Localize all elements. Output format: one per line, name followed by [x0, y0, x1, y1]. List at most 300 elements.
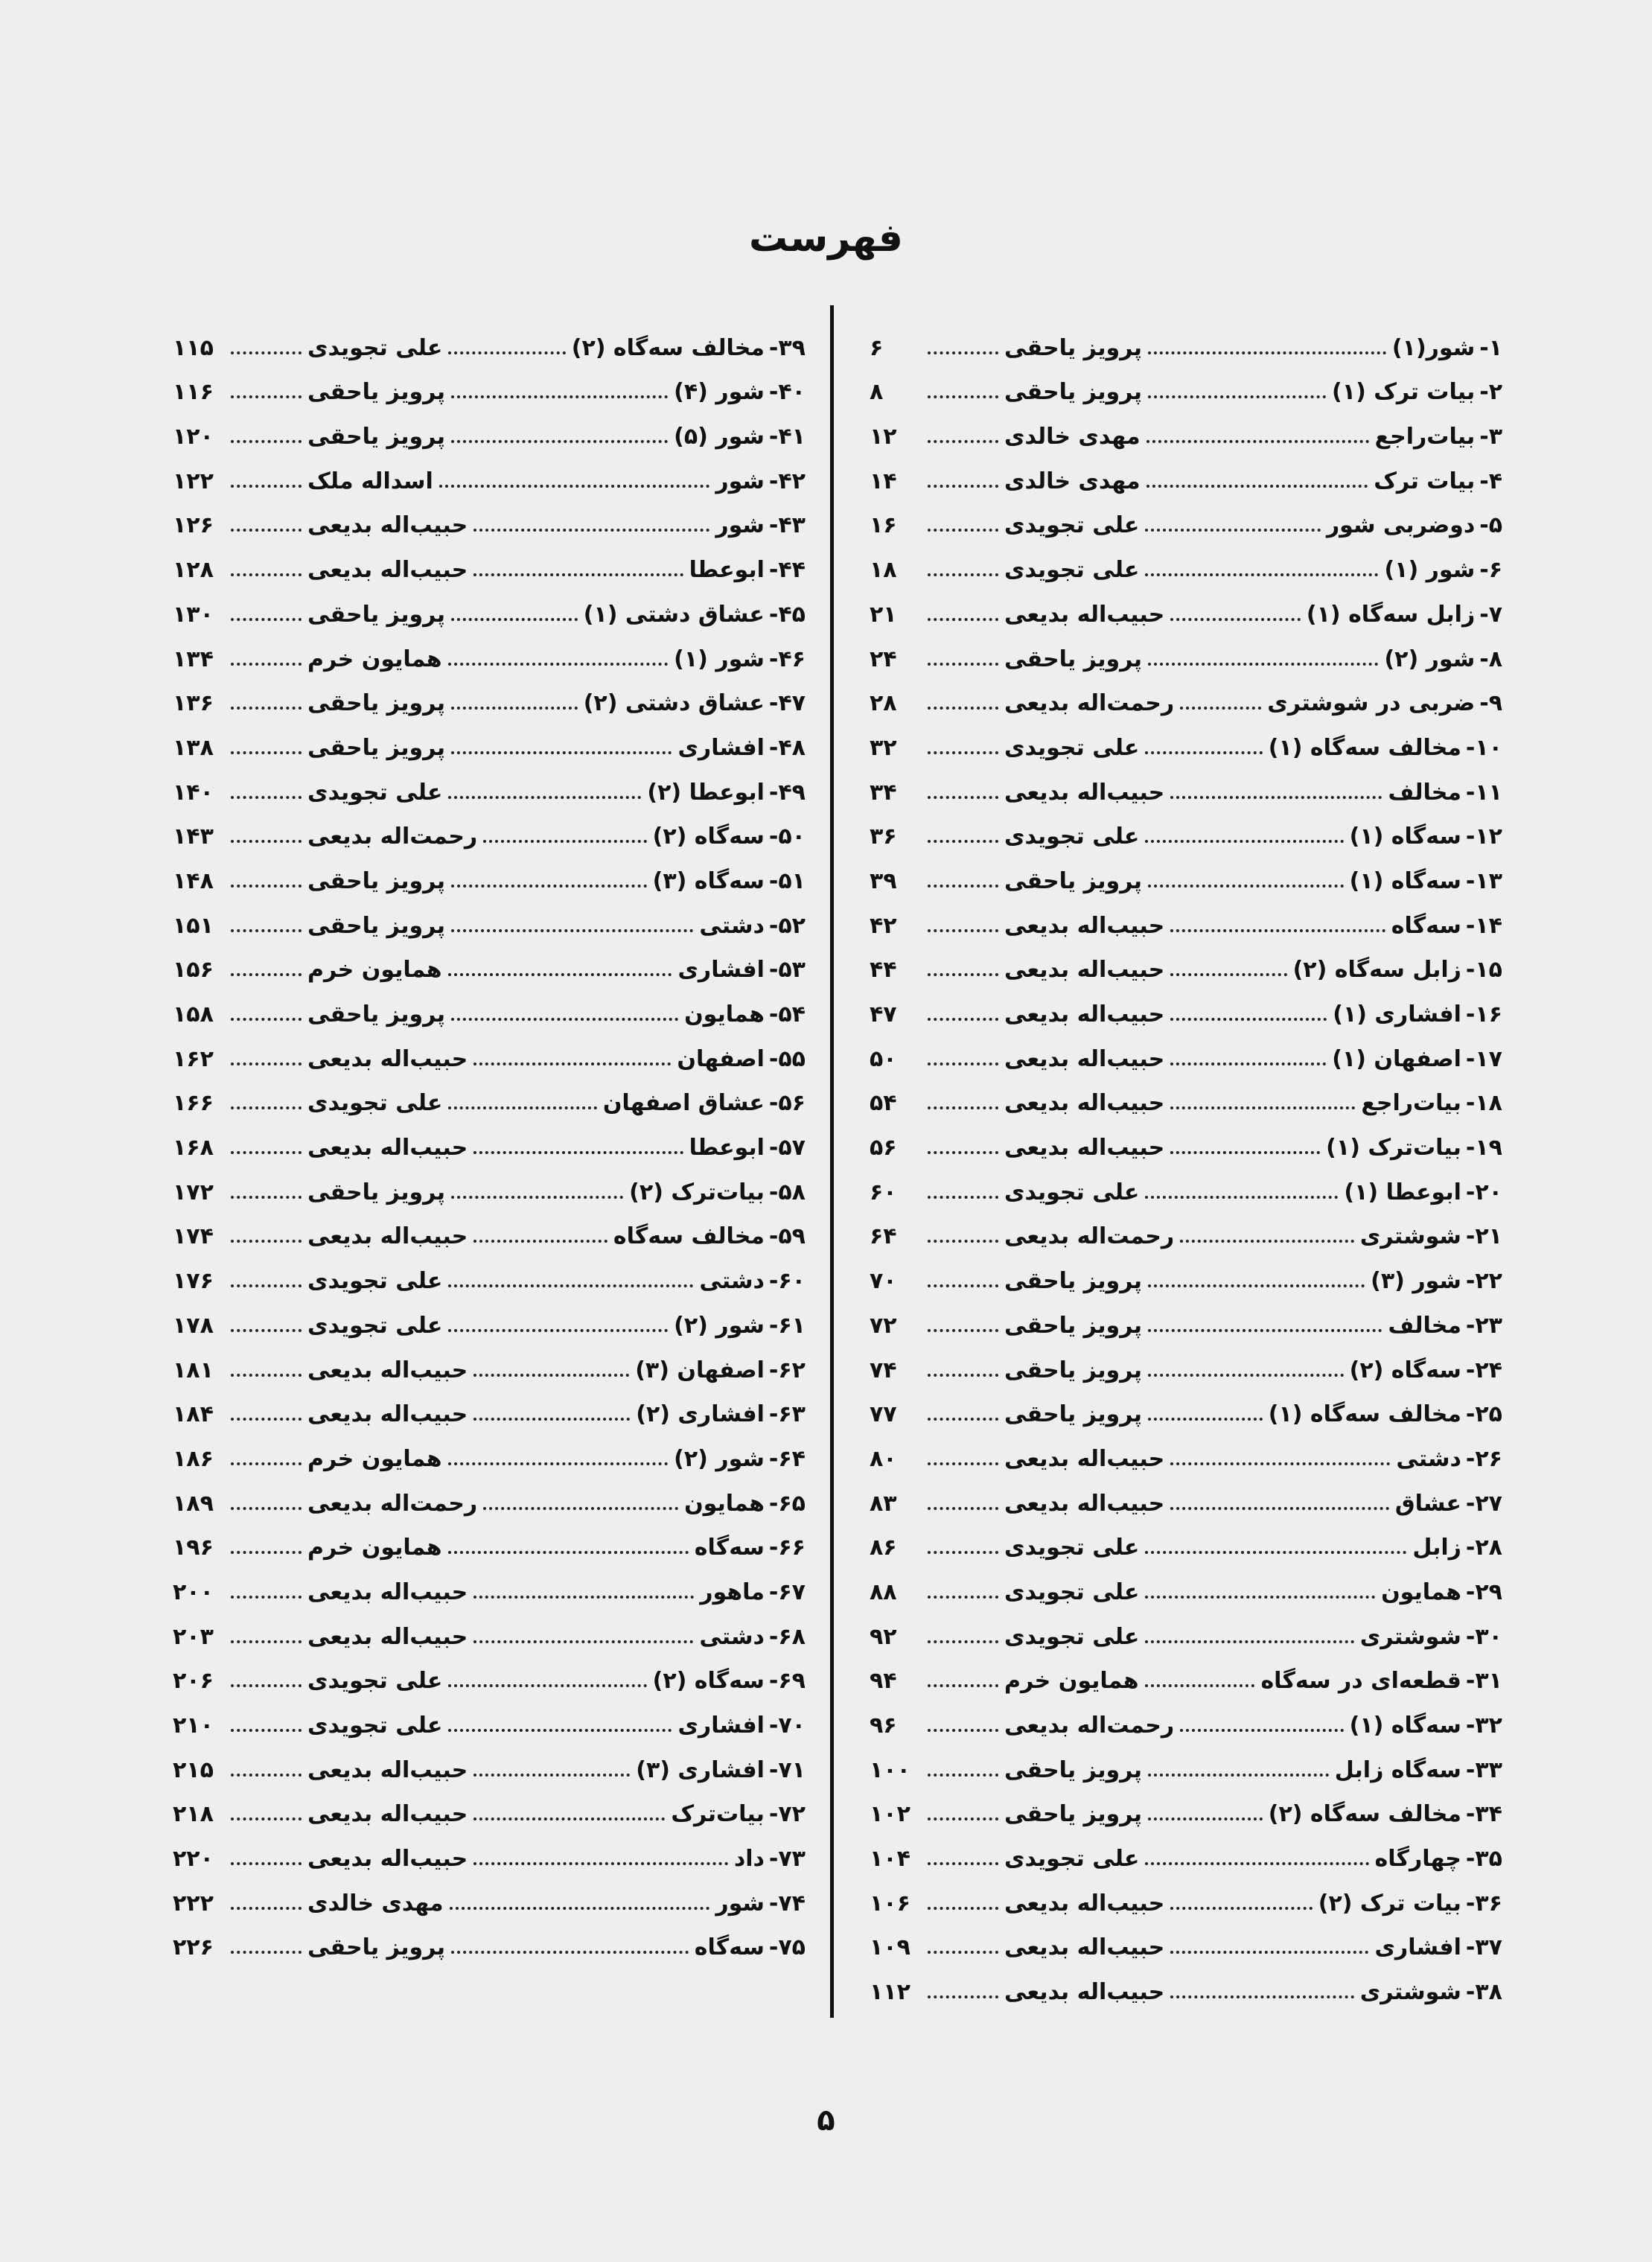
toc-entry — [870, 1472, 1502, 1517]
toc-entry-performer: پرویز یاحقی — [1004, 867, 1143, 894]
toc-entry-page: ۷۰ — [870, 1268, 897, 1295]
toc-entry-performer: رحمت‌اله بدیعی — [1004, 1223, 1175, 1250]
toc-entry-page: ۸۸ — [870, 1578, 897, 1605]
toc-entry — [870, 1694, 1502, 1739]
toc-entry — [173, 806, 806, 850]
toc-entry-number: ۳۰- — [1465, 1623, 1502, 1650]
toc-entry-performer: پرویز یاحقی — [307, 912, 446, 939]
toc-entry — [870, 939, 1502, 984]
toc-entry — [173, 1739, 806, 1783]
toc-leader-dots — [928, 1817, 998, 1820]
toc-entry-title: شور (۴) — [674, 379, 765, 406]
toc-entry-title: اصفهان — [677, 1045, 765, 1072]
toc-leader-dots — [451, 885, 647, 888]
toc-entry-page: ۱۶۲ — [173, 1045, 214, 1072]
toc-entry-performer: رحمت‌اله بدیعی — [1004, 1713, 1175, 1739]
toc-entry — [173, 1872, 806, 1917]
toc-entry-page: ۱۲۶ — [173, 512, 214, 539]
toc-entry-number: ۵۳- — [768, 957, 806, 984]
toc-entry-performer: حبیب‌اله بدیعی — [307, 1045, 468, 1072]
toc-leader-dots — [928, 1596, 998, 1599]
toc-leader-dots — [928, 1507, 998, 1510]
toc-entry — [870, 1294, 1502, 1339]
toc-entry-performer: مهدی خالدی — [1004, 468, 1141, 494]
toc-entry — [870, 361, 1502, 406]
toc-entry-page: ۱۱۵ — [173, 334, 214, 361]
toc-entry-title: بیات‌ترک (۲) — [629, 1179, 765, 1205]
toc-entry — [870, 1339, 1502, 1383]
toc-entry-performer: پرویز یاحقی — [307, 379, 446, 406]
toc-entry-performer: علی تجویدی — [1004, 1846, 1140, 1873]
toc-entry-title: شور (۳) — [1371, 1268, 1461, 1295]
toc-entry-title: زابل سه‌گاه (۱) — [1306, 601, 1476, 628]
toc-entry-number: ۶۳- — [768, 1401, 806, 1428]
toc-leader-dots — [473, 1774, 630, 1777]
toc-leader-dots — [231, 440, 302, 443]
toc-entry-number: ۴۶- — [768, 646, 806, 672]
toc-leader-dots — [231, 707, 302, 710]
toc-entry-title: عشاق اصفهان — [602, 1090, 765, 1117]
toc-entry-number: ۳۶- — [1465, 1890, 1502, 1917]
toc-entry-page: ۹۶ — [870, 1713, 897, 1739]
toc-entry-performer: حبیب‌اله بدیعی — [1004, 1890, 1165, 1917]
toc-entry-number: ۲۱- — [1465, 1223, 1502, 1250]
toc-entry-performer: حبیب‌اله بدیعی — [307, 1846, 468, 1873]
toc-leader-dots — [928, 1106, 998, 1109]
toc-entry-title: بیات ترک (۱) — [1332, 379, 1476, 406]
toc-leader-dots — [1145, 751, 1262, 754]
toc-entry-number: ۲۶- — [1465, 1445, 1502, 1472]
toc-leader-dots — [231, 1374, 302, 1377]
toc-entry-number: ۴۲- — [768, 468, 806, 494]
toc-entry-title: بیات‌راجع — [1361, 1090, 1461, 1117]
toc-entry-performer: مهدی خالدی — [307, 1890, 444, 1917]
toc-entry-title: مخالف — [1388, 1312, 1461, 1339]
toc-entry — [870, 1605, 1502, 1650]
toc-entry-number: ۲۳- — [1465, 1312, 1502, 1339]
toc-entry-page: ۱۸۶ — [173, 1445, 214, 1472]
toc-entry-performer: علی تجویدی — [307, 779, 443, 806]
toc-entry — [870, 316, 1502, 361]
toc-entry-performer: پرویز یاحقی — [307, 601, 446, 628]
toc-entry-page: ۶ — [870, 334, 884, 361]
toc-entry-number: ۱۸- — [1465, 1090, 1502, 1117]
toc-leader-dots — [1145, 573, 1378, 576]
toc-leader-dots — [439, 485, 709, 488]
toc-leader-dots — [928, 1862, 998, 1865]
toc-entry-page: ۱۳۴ — [173, 646, 214, 672]
toc-leader-dots — [448, 1729, 672, 1732]
toc-entry — [173, 1694, 806, 1739]
toc-leader-dots — [1170, 618, 1301, 621]
toc-entry-page: ۸۳ — [870, 1490, 897, 1517]
toc-entry-page: ۱۴۸ — [173, 867, 214, 894]
toc-entry-performer: پرویز یاحقی — [1004, 1312, 1143, 1339]
toc-entry-number: ۵۵- — [768, 1045, 806, 1072]
page-number: ۵ — [817, 2103, 835, 2138]
toc-entry — [870, 1739, 1502, 1783]
toc-entry-performer: علی تجویدی — [1004, 512, 1140, 539]
toc-entry-title: قطعه‌ای در سه‌گاه — [1260, 1668, 1461, 1695]
toc-leader-dots — [1170, 1995, 1354, 1998]
toc-entry-title: شور (۱) — [674, 646, 765, 672]
toc-entry-page: ۳۹ — [870, 867, 897, 894]
toc-entry-number: ۱۹- — [1465, 1135, 1502, 1162]
toc-leader-dots — [231, 1951, 302, 1954]
toc-leader-dots — [928, 1196, 998, 1199]
toc-entry-number: ۴۰- — [768, 379, 806, 406]
toc-leader-dots — [451, 707, 578, 710]
toc-entry — [870, 494, 1502, 539]
toc-entry — [173, 1072, 806, 1117]
toc-entry-page: ۲۲۰ — [173, 1846, 214, 1873]
toc-entry — [870, 583, 1502, 628]
toc-leader-dots — [928, 885, 998, 888]
toc-entry-performer: پرویز یاحقی — [1004, 379, 1143, 406]
toc-entry-page: ۷۴ — [870, 1357, 897, 1383]
toc-entry-title: عشاق — [1394, 1490, 1461, 1517]
toc-entry-page: ۱۰۴ — [870, 1846, 910, 1873]
toc-entry — [173, 1827, 806, 1872]
toc-entry-performer: پرویز یاحقی — [307, 1934, 446, 1961]
toc-entry-performer: همایون خرم — [307, 1535, 442, 1561]
toc-entry-number: ۱۳- — [1465, 867, 1502, 894]
toc-entry-performer: همایون خرم — [1004, 1668, 1139, 1695]
toc-leader-dots — [1170, 929, 1385, 932]
toc-entry-number: ۷۲- — [768, 1801, 806, 1828]
toc-entry-page: ۱۰۶ — [870, 1890, 910, 1917]
toc-entry-performer: حبیب‌اله بدیعی — [1004, 912, 1165, 939]
toc-entry-title: ابوعطا (۱) — [1344, 1179, 1461, 1205]
toc-entry-performer: علی تجویدی — [307, 1713, 443, 1739]
toc-entry — [870, 983, 1502, 1028]
toc-leader-dots — [231, 840, 302, 843]
toc-entry-page: ۵۴ — [870, 1090, 897, 1117]
toc-entry-performer: حبیب‌اله بدیعی — [307, 1401, 468, 1428]
toc-leader-dots — [1170, 1106, 1355, 1109]
toc-entry-number: ۵۴- — [768, 1001, 806, 1028]
toc-entry-number: ۱۷- — [1465, 1045, 1502, 1072]
toc-leader-dots — [231, 1596, 302, 1599]
toc-entry-number: ۷۰- — [768, 1713, 806, 1739]
toc-leader-dots — [928, 440, 998, 443]
toc-entry-performer: پرویز یاحقی — [1004, 1801, 1143, 1828]
toc-leader-dots — [1145, 1196, 1338, 1199]
toc-entry-number: ۱۴- — [1465, 912, 1502, 939]
toc-entry-number: ۴۹- — [768, 779, 806, 806]
toc-entry — [870, 1960, 1502, 2005]
toc-entry-page: ۱۹۶ — [173, 1535, 214, 1561]
toc-entry-page: ۸۶ — [870, 1535, 897, 1561]
toc-entry-performer: علی تجویدی — [307, 1312, 443, 1339]
toc-leader-dots — [1148, 395, 1326, 398]
toc-entry — [173, 361, 806, 406]
toc-entry — [870, 1783, 1502, 1828]
toc-entry-title: شور (۱) — [1384, 557, 1476, 584]
toc-entry-page: ۶۰ — [870, 1179, 897, 1205]
toc-entry-page: ۲۱ — [870, 601, 897, 628]
toc-entry-number: ۴- — [1479, 468, 1502, 494]
toc-entry-title: دشتی — [699, 1268, 765, 1295]
toc-entry-performer: مهدی خالدی — [1004, 424, 1141, 450]
toc-entry-number: ۳۸- — [1465, 1979, 1502, 2006]
toc-entry-performer: پرویز یاحقی — [1004, 1756, 1143, 1783]
toc-leader-dots — [448, 1284, 693, 1287]
toc-leader-dots — [231, 973, 302, 976]
toc-entry-performer: علی تجویدی — [1004, 1535, 1140, 1561]
toc-entry-title: شور (۲) — [1384, 646, 1476, 672]
toc-entry — [173, 1339, 806, 1383]
toc-leader-dots — [473, 1418, 630, 1421]
toc-entry-page: ۹۲ — [870, 1623, 897, 1650]
toc-entry-number: ۲۹- — [1465, 1578, 1502, 1605]
toc-entry-number: ۵- — [1479, 512, 1502, 539]
toc-leader-dots — [1145, 840, 1343, 843]
toc-entry — [173, 1161, 806, 1205]
toc-entry-page: ۱۷۸ — [173, 1312, 214, 1339]
toc-entry-performer: حبیب‌اله بدیعی — [307, 512, 468, 539]
toc-leader-dots — [1148, 1284, 1365, 1287]
toc-entry — [870, 1205, 1502, 1250]
toc-entry — [173, 1028, 806, 1072]
toc-leader-dots — [928, 351, 998, 354]
toc-leader-dots — [231, 751, 302, 754]
toc-entry-title: دشتی — [699, 912, 765, 939]
toc-entry — [870, 1561, 1502, 1605]
toc-entry-performer: علی تجویدی — [1004, 1578, 1140, 1605]
toc-leader-dots — [231, 1551, 302, 1554]
toc-entry — [173, 450, 806, 494]
toc-leader-dots — [473, 1240, 607, 1243]
toc-entry-number: ۵۱- — [768, 867, 806, 894]
toc-entry — [870, 628, 1502, 672]
toc-entry-title: سه‌گاه — [694, 1934, 765, 1961]
toc-entry-performer: حبیب‌اله بدیعی — [307, 1801, 468, 1828]
toc-leader-dots — [231, 573, 302, 576]
toc-leader-dots — [1180, 707, 1261, 710]
toc-entry — [173, 761, 806, 806]
toc-entry — [173, 894, 806, 939]
toc-entry-page: ۱۳۸ — [173, 734, 214, 761]
toc-entry — [870, 761, 1502, 806]
toc-entry-performer: حبیب‌اله بدیعی — [307, 1223, 468, 1250]
toc-entry-performer: پرویز یاحقی — [307, 734, 446, 761]
toc-leader-dots — [451, 751, 672, 754]
toc-entry-number: ۲۰- — [1465, 1179, 1502, 1205]
toc-leader-dots — [1180, 1240, 1354, 1243]
toc-entry-performer: پرویز یاحقی — [1004, 1401, 1143, 1428]
toc-entry — [173, 850, 806, 894]
toc-entry-performer: حبیب‌اله بدیعی — [307, 1756, 468, 1783]
toc-entry-title: شور (۵) — [674, 424, 765, 450]
toc-leader-dots — [451, 440, 668, 443]
toc-entry-performer: رحمت‌اله بدیعی — [1004, 690, 1175, 717]
toc-entry-number: ۱۰- — [1465, 734, 1502, 761]
toc-entry — [870, 1249, 1502, 1294]
toc-leader-dots — [473, 1596, 694, 1599]
toc-entry-page: ۱۶۶ — [173, 1090, 214, 1117]
toc-entry — [870, 1650, 1502, 1695]
toc-entry-number: ۶۹- — [768, 1668, 806, 1695]
toc-leader-dots — [448, 1329, 668, 1332]
toc-entry — [173, 1116, 806, 1161]
toc-entry-page: ۶۴ — [870, 1223, 897, 1250]
toc-entry-performer: پرویز یاحقی — [307, 1179, 446, 1205]
toc-entry — [870, 1917, 1502, 1961]
toc-leader-dots — [473, 1062, 671, 1065]
toc-leader-dots — [231, 663, 302, 666]
toc-entry — [870, 894, 1502, 939]
toc-entry-number: ۱۲- — [1465, 823, 1502, 850]
toc-leader-dots — [1145, 1684, 1255, 1687]
toc-leader-dots — [451, 929, 693, 932]
toc-leader-dots — [928, 1018, 998, 1021]
toc-entry-page: ۱۴۰ — [173, 779, 214, 806]
toc-entry-page: ۱۵۶ — [173, 957, 214, 984]
toc-entry-performer: حبیب‌اله بدیعی — [1004, 779, 1165, 806]
toc-entry-title: مخالف سه‌گاه (۲) — [571, 334, 765, 361]
toc-entry-page: ۱۴ — [870, 468, 897, 494]
toc-entry-number: ۴۷- — [768, 690, 806, 717]
toc-entry-title: شور (۲) — [674, 1445, 765, 1472]
toc-entry — [173, 983, 806, 1028]
toc-entry-title: همایون — [684, 1490, 765, 1517]
toc-leader-dots — [1145, 529, 1321, 532]
toc-leader-dots — [1148, 1774, 1329, 1777]
toc-leader-dots — [231, 1907, 302, 1910]
toc-entry-performer: همایون خرم — [307, 646, 442, 672]
toc-entry — [173, 1917, 806, 1961]
toc-leader-dots — [928, 1062, 998, 1065]
toc-entry-page: ۱۷۲ — [173, 1179, 214, 1205]
toc-leader-dots — [1170, 973, 1286, 976]
toc-entry-page: ۲۱۵ — [173, 1756, 214, 1783]
toc-entry-title: عشاق دشتی (۱) — [583, 601, 765, 628]
toc-entry — [173, 1427, 806, 1472]
toc-entry-title: بیات ترک (۲) — [1318, 1890, 1461, 1917]
toc-entry-title: افشاری — [677, 1713, 765, 1739]
toc-entry-page: ۲۲۶ — [173, 1934, 214, 1961]
toc-leader-dots — [231, 1862, 302, 1865]
toc-entry-number: ۲۴- — [1465, 1357, 1502, 1383]
toc-entry — [870, 1383, 1502, 1428]
toc-entry-number: ۴۳- — [768, 512, 806, 539]
toc-leader-dots — [450, 1907, 710, 1910]
toc-entry-performer: حبیب‌اله بدیعی — [1004, 1135, 1165, 1162]
toc-leader-dots — [928, 1995, 998, 1998]
toc-leader-dots — [231, 1018, 302, 1021]
toc-leader-dots — [1170, 1018, 1327, 1021]
toc-entry-title: شوشتری — [1359, 1979, 1461, 2006]
toc-entry-performer: علی تجویدی — [1004, 1623, 1140, 1650]
toc-leader-dots — [928, 796, 998, 799]
toc-leader-dots — [928, 1374, 998, 1377]
toc-entry — [173, 1205, 806, 1250]
toc-entry-page: ۷۷ — [870, 1401, 897, 1428]
toc-entry — [173, 1650, 806, 1695]
toc-entry-title: زابل سه‌گاه (۲) — [1292, 957, 1461, 984]
toc-entry-title: شوشتری — [1359, 1623, 1461, 1650]
toc-leader-dots — [1170, 1951, 1368, 1954]
toc-entry-page: ۱۰۲ — [870, 1801, 910, 1828]
toc-entry-title: داد — [733, 1846, 765, 1873]
toc-entry-page: ۱۶ — [870, 512, 897, 539]
toc-entry-number: ۵۶- — [768, 1090, 806, 1117]
toc-leader-dots — [231, 1684, 302, 1687]
toc-entry-page: ۲۰۳ — [173, 1623, 214, 1650]
toc-leader-dots — [1146, 440, 1369, 443]
toc-entry-page: ۲۱۰ — [173, 1713, 214, 1739]
toc-entry-title: دشتی — [1396, 1445, 1461, 1472]
toc-entry-number: ۶۴- — [768, 1445, 806, 1472]
toc-entry-performer: پرویز یاحقی — [1004, 1357, 1143, 1383]
toc-entry-number: ۵۷- — [768, 1135, 806, 1162]
toc-leader-dots — [928, 973, 998, 976]
toc-entry-number: ۶۰- — [768, 1268, 806, 1295]
toc-leader-dots — [928, 1774, 998, 1777]
toc-leader-dots — [231, 1106, 302, 1109]
toc-leader-dots — [231, 351, 302, 354]
toc-entry-title: مخالف سه‌گاه (۱) — [1268, 734, 1461, 761]
toc-leader-dots — [1148, 1817, 1263, 1820]
toc-entry-page: ۸۰ — [870, 1445, 897, 1472]
toc-entry-performer: حبیب‌اله بدیعی — [1004, 1001, 1165, 1028]
toc-entry-title: افشاری — [677, 957, 765, 984]
toc-leader-dots — [448, 1551, 689, 1554]
toc-entry-page: ۱۲ — [870, 424, 897, 450]
toc-entry-performer: حبیب‌اله بدیعی — [307, 1135, 468, 1162]
toc-entry-title: زابل — [1412, 1535, 1461, 1561]
toc-leader-dots — [451, 618, 578, 621]
toc-entry-performer: حبیب‌اله بدیعی — [1004, 1445, 1165, 1472]
toc-leader-dots — [928, 1907, 998, 1910]
toc-entry-number: ۲۷- — [1465, 1490, 1502, 1517]
toc-entry-performer: رحمت‌اله بدیعی — [307, 1490, 478, 1517]
toc-entry-title: سه‌گاه (۲) — [652, 1668, 765, 1695]
toc-entry-title: شور(۱) — [1391, 334, 1476, 361]
toc-entry-number: ۳۴- — [1465, 1801, 1502, 1828]
toc-leader-dots — [1170, 796, 1382, 799]
toc-entry — [173, 1605, 806, 1650]
toc-entry-title: بیات‌راجع — [1374, 424, 1476, 450]
toc-leader-dots — [231, 1774, 302, 1777]
toc-leader-dots — [928, 529, 998, 532]
toc-entry-number: ۷- — [1479, 601, 1502, 628]
toc-entry — [870, 1427, 1502, 1472]
toc-entry-title: چهارگاه — [1374, 1846, 1461, 1873]
toc-entry-number: ۶۵- — [768, 1490, 806, 1517]
toc-entry — [173, 939, 806, 984]
toc-leader-dots — [473, 1817, 665, 1820]
toc-entry-number: ۳۷- — [1465, 1934, 1502, 1961]
toc-entry-page: ۱۳۰ — [173, 601, 214, 628]
toc-entry-title: افشاری (۳) — [636, 1756, 765, 1783]
toc-entry-number: ۶۸- — [768, 1623, 806, 1650]
toc-entry — [870, 716, 1502, 761]
toc-leader-dots — [1145, 1640, 1353, 1643]
toc-leader-dots — [473, 1151, 683, 1154]
toc-entry-performer: حبیب‌اله بدیعی — [1004, 1045, 1165, 1072]
toc-entry — [173, 405, 806, 450]
toc-leader-dots — [928, 1729, 998, 1732]
toc-entry-title: سه‌گاه (۱) — [1349, 867, 1461, 894]
toc-leader-dots — [448, 796, 641, 799]
toc-entry — [870, 1827, 1502, 1872]
toc-entry-page: ۲۴ — [870, 646, 897, 672]
toc-leader-dots — [1148, 1418, 1263, 1421]
toc-leader-dots — [1146, 485, 1368, 488]
toc-entry-title: مخالف سه‌گاه (۱) — [1268, 1401, 1461, 1428]
